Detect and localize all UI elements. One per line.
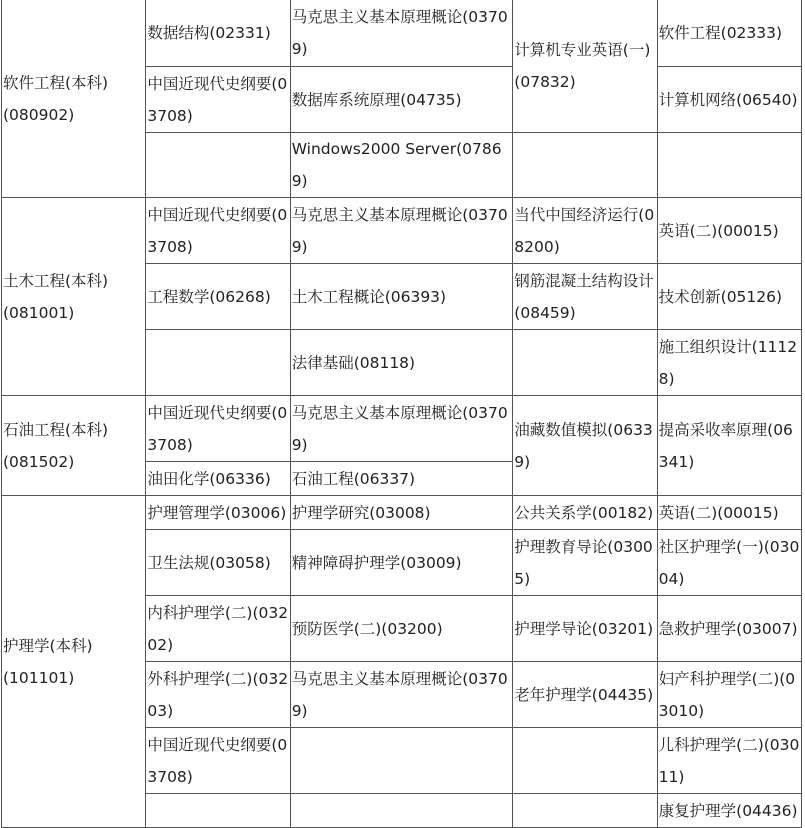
course-cell: 软件工程(02333) [657,0,801,67]
course-cell: 马克思主义基本原理概论(03709) [290,396,513,462]
course-cell [290,728,513,794]
course-cell: 中国近现代史纲要(03708) [146,396,290,462]
major-code: (081001) [3,303,75,322]
course-cell: 法律基础(08118) [290,330,513,396]
course-cell: 马克思主义基本原理概论(03709) [290,0,513,67]
course-cell [657,133,801,198]
course-cell [513,728,657,794]
course-cell: 钢筋混凝土结构设计(08459) [513,264,657,330]
course-cell: 护理管理学(03006) [146,496,290,530]
course-cell: 工程数学(06268) [146,264,290,330]
major-name: 软件工程(本科) [3,73,109,92]
table-row [2,0,802,67]
course-cell: 英语(二)(00015) [657,198,801,264]
table-row [2,198,802,264]
course-cell: 公共关系学(00182) [513,496,657,530]
major-cell [2,198,146,396]
course-cell: 预防医学(二)(03200) [290,596,513,662]
course-cell: 妇产科护理学(二)(03010) [657,662,801,728]
course-cell: 施工组织设计(11128) [657,330,801,396]
course-cell [146,794,290,828]
major-code: (101101) [3,668,75,687]
course-cell: 精神障碍护理学(03009) [290,530,513,596]
course-cell: 数据库系统原理(04735) [290,67,513,133]
course-cell: Windows2000 Server(07869) [290,133,513,198]
major-code: (080902) [3,105,75,124]
course-cell: 外科护理学(二)(03203) [146,662,290,728]
course-cell: 技术创新(05126) [657,264,801,330]
course-cell [513,330,657,396]
course-cell: 中国近现代史纲要(03708) [146,67,290,133]
course-cell: 计算机专业英语(一)(07832) [513,0,657,133]
course-table [1,0,802,828]
course-cell: 土木工程概论(06393) [290,264,513,330]
course-cell: 卫生法规(03058) [146,530,290,596]
course-cell: 康复护理学(04436) [657,794,801,828]
course-cell [146,133,290,198]
course-cell: 护理学研究(03008) [290,496,513,530]
course-cell: 儿科护理学(二)(03011) [657,728,801,794]
course-cell: 护理教育导论(03005) [513,530,657,596]
course-cell: 马克思主义基本原理概论(03709) [290,198,513,264]
course-table-container [1,0,802,828]
table-row [2,496,802,530]
major-name: 石油工程(本科) [3,420,109,439]
major-cell [2,396,146,496]
major-name: 土木工程(本科) [3,271,109,290]
course-cell: 英语(二)(00015) [657,496,801,530]
course-cell: 中国近现代史纲要(03708) [146,198,290,264]
major-code: (081502) [3,452,75,471]
course-cell: 急救护理学(03007) [657,596,801,662]
course-cell: 中国近现代史纲要(03708) [146,728,290,794]
major-name: 护理学(本科) [3,636,93,655]
course-cell [513,794,657,828]
course-cell: 数据结构(02331) [146,0,290,67]
course-cell [290,794,513,828]
course-cell: 内科护理学(二)(03202) [146,596,290,662]
course-cell: 石油工程(06337) [290,462,513,496]
table-row [2,396,802,462]
course-cell [146,330,290,396]
major-cell [2,496,146,828]
major-cell [2,0,146,198]
course-cell: 护理学导论(03201) [513,596,657,662]
course-cell: 油田化学(06336) [146,462,290,496]
course-cell: 社区护理学(一)(03004) [657,530,801,596]
course-cell: 当代中国经济运行(08200) [513,198,657,264]
course-cell: 油藏数值模拟(06339) [513,396,657,496]
course-cell: 提高采收率原理(06341) [657,396,801,496]
course-cell [513,133,657,198]
course-cell: 马克思主义基本原理概论(03709) [290,662,513,728]
course-cell: 老年护理学(04435) [513,662,657,728]
course-cell: 计算机网络(06540) [657,67,801,133]
